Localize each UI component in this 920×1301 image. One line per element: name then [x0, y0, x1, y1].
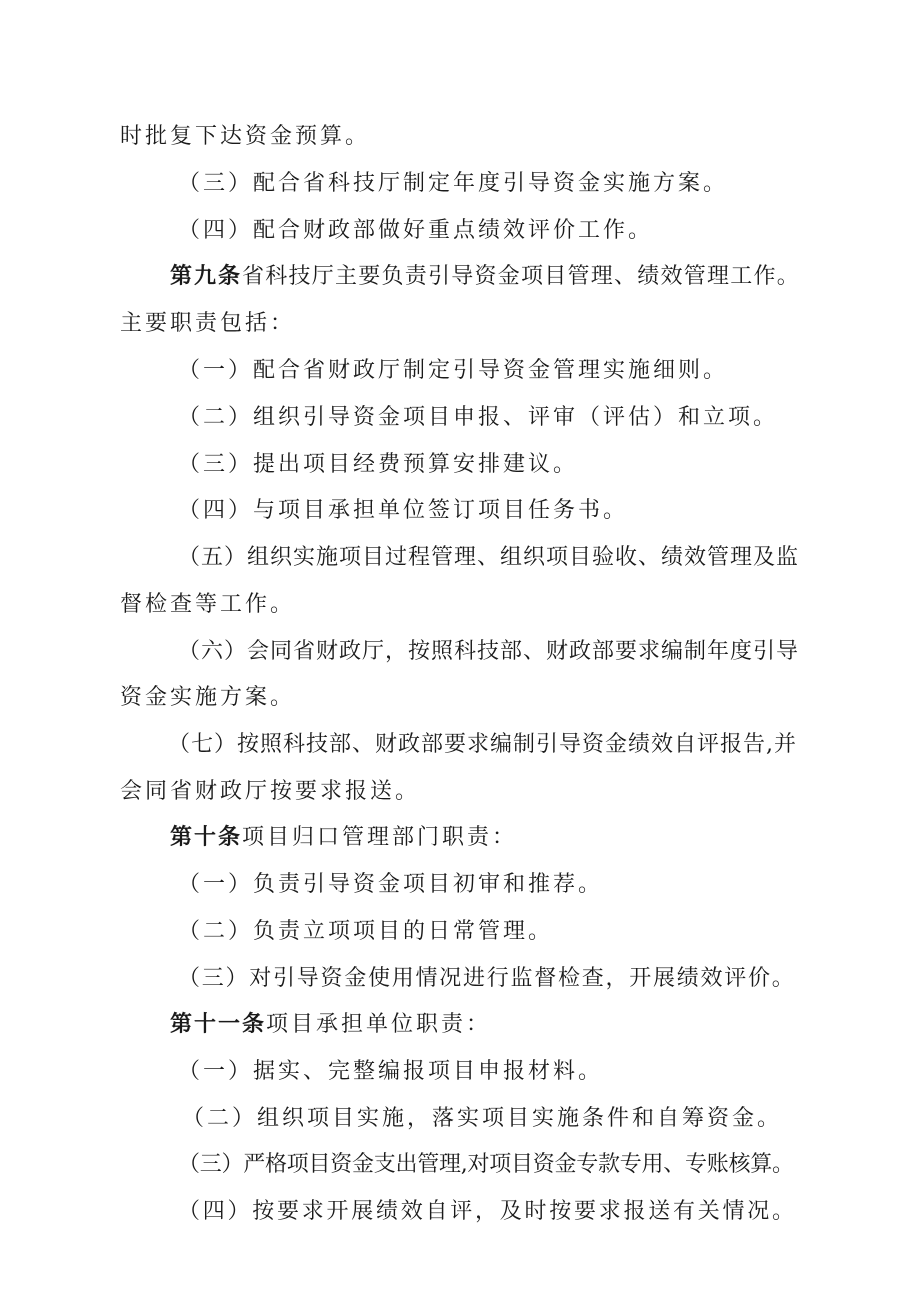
list-item-line: （四）配合财政部做好重点绩效评价工作。	[178, 218, 654, 243]
list-item-line: （四）按要求开展绩效自评，及时按要求报送有关情况。	[178, 1199, 797, 1224]
list-item-line: （四）与项目承担单位签订项目任务书。	[178, 498, 629, 523]
list-item-line: （一）据实、完整编报项目申报材料。	[178, 1059, 604, 1084]
list-item-line: （七）按照科技部、财政部要求编制引导资金绩效自评报告,并	[168, 732, 797, 757]
article-text: 项目承担单位职责：	[266, 1012, 492, 1037]
paragraph-line: 督检查等工作。	[120, 592, 296, 617]
list-item-line: （五）组织实施项目过程管理、组织项目验收、绩效管理及监	[178, 545, 800, 570]
article-ten-line	[170, 823, 517, 853]
list-item-line: （六）会同省财政厅，按照科技部、财政部要求编制年度引导	[178, 639, 800, 664]
list-item-line: （三）对引导资金使用情况进行监督检查，开展绩效评价。	[178, 966, 796, 991]
paragraph-line: 主要职责包括：	[120, 311, 296, 336]
list-item-line: （二）负责立项项目的日常管理。	[178, 919, 554, 944]
list-item-line: （三）严格项目资金支出管理,对项目资金专款专用、专账核算。	[178, 1152, 794, 1177]
article-heading: 第九条	[170, 264, 243, 289]
article-heading: 第十条	[170, 825, 243, 850]
list-item-line: （一）负责引导资金项目初审和推荐。	[178, 872, 604, 897]
list-item-line: （一）配合省财政厅制定引导资金管理实施细则。	[178, 358, 729, 383]
article-heading: 第十一条	[170, 1012, 267, 1037]
list-item-line: （二）组织项目实施，落实项目实施条件和自筹资金。	[182, 1106, 783, 1131]
article-eleven-line	[170, 1010, 491, 1040]
article-nine-line	[170, 262, 800, 292]
list-item-line: （二）组织引导资金项目申报、评审（评估）和立项。	[178, 405, 779, 430]
article-text: 项目归口管理部门职责：	[242, 825, 518, 850]
list-item-line: （三）配合省科技厅制定年度引导资金实施方案。	[178, 171, 729, 196]
paragraph-line: 时批复下达资金预算。	[120, 124, 371, 149]
article-text: 省科技厅主要负责引导资金项目管理、绩效管理工作。	[242, 264, 801, 289]
paragraph-line: 会同省财政厅按要求报送。	[120, 779, 421, 804]
list-item-line: （三）提出项目经费预算安排建议。	[178, 452, 579, 477]
paragraph-line: 资金实施方案。	[120, 685, 296, 710]
